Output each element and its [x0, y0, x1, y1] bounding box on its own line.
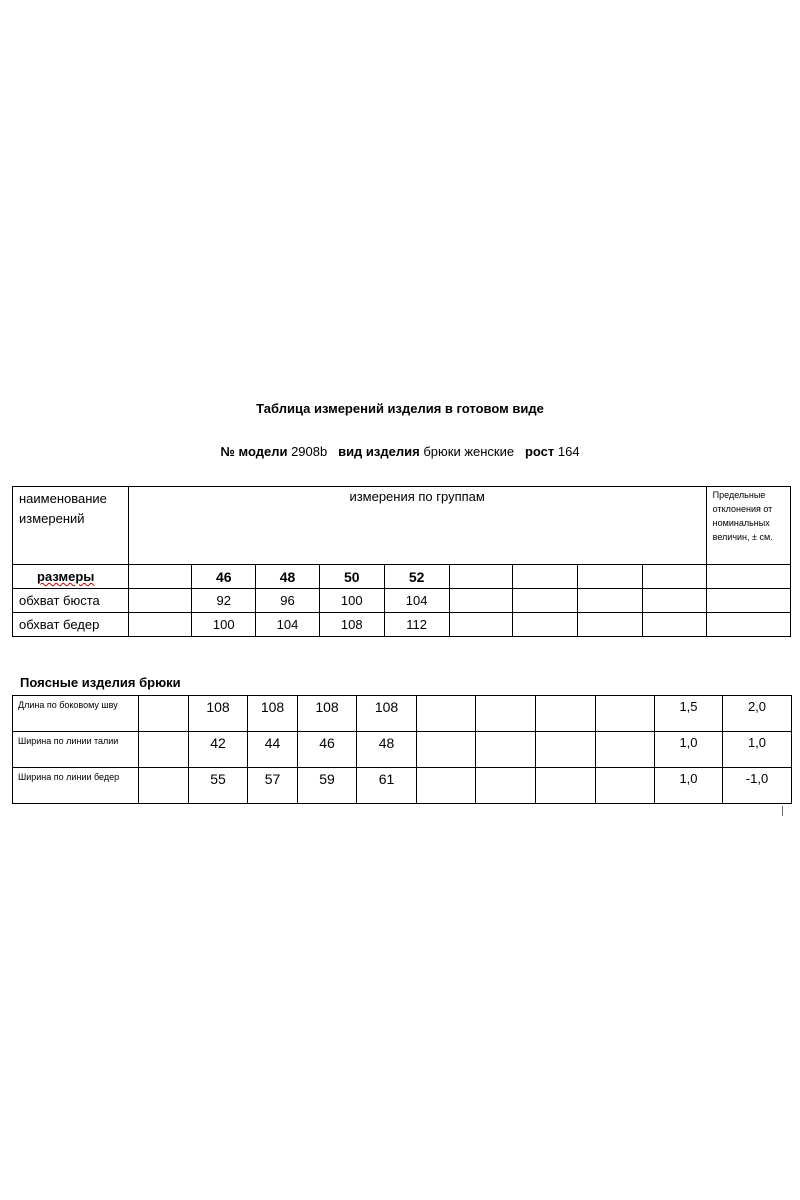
deviation-cell: 1,0 [655, 732, 723, 768]
table-cell [128, 565, 192, 589]
model-value: 2908b [291, 444, 328, 459]
table-cell [128, 613, 192, 637]
table-cell [449, 589, 513, 613]
value-cell: 108 [298, 696, 357, 732]
table-cell [596, 696, 655, 732]
table-cell [139, 768, 189, 804]
deviation-cell: -1,0 [723, 768, 792, 804]
column-header-name: наименование измерений [13, 487, 129, 565]
document-title: Таблица измерений изделия в готовом виде [256, 401, 544, 416]
value-cell: 100 [319, 589, 384, 613]
value-cell: 96 [256, 589, 320, 613]
value-cell: 108 [189, 696, 248, 732]
value-cell: 108 [319, 613, 384, 637]
waist-products-table [12, 695, 792, 804]
table-row-sizes [13, 565, 791, 589]
table-cell [139, 732, 189, 768]
table-cell [578, 589, 643, 613]
table-cell [578, 613, 643, 637]
size-cell: 50 [319, 565, 384, 589]
value-cell: 108 [248, 696, 298, 732]
size-cell: 48 [256, 565, 320, 589]
value-cell: 46 [298, 732, 357, 768]
value-cell: 44 [248, 732, 298, 768]
section-title: Поясные изделия брюки [20, 675, 181, 690]
table-cell [596, 768, 655, 804]
table-cell [449, 565, 513, 589]
table-cell [128, 589, 192, 613]
height-value: 164 [557, 444, 580, 459]
value-cell: 55 [189, 768, 248, 804]
table-cell [642, 565, 706, 589]
table-cell [706, 589, 790, 613]
table-cell [536, 768, 596, 804]
value-cell: 42 [189, 732, 248, 768]
value-cell: 112 [384, 613, 449, 637]
table-row [13, 732, 792, 768]
table-cell [449, 613, 513, 637]
deviation-cell: 2,0 [723, 696, 792, 732]
value-cell: 104 [256, 613, 320, 637]
table-cell [642, 613, 706, 637]
value-cell: 57 [248, 768, 298, 804]
size-cell: 52 [384, 565, 449, 589]
value-cell: 108 [357, 696, 417, 732]
value-cell: 92 [192, 589, 256, 613]
table-cell [513, 613, 578, 637]
table-cell [476, 768, 536, 804]
table-cell [578, 565, 643, 589]
table-cell [706, 613, 790, 637]
column-header-deviation: Предельные отклонения от номинальных величин, ± см. [706, 487, 790, 565]
table-row [13, 613, 791, 637]
type-label: вид изделия [338, 444, 420, 459]
table-cell [417, 732, 476, 768]
table-row [13, 589, 791, 613]
value-cell: 48 [357, 732, 417, 768]
table-header-row [13, 487, 791, 565]
text-cursor-mark [782, 806, 783, 816]
deviation-cell: 1,0 [723, 732, 792, 768]
table-cell [417, 768, 476, 804]
deviation-cell: 1,5 [655, 696, 723, 732]
table-cell [513, 565, 578, 589]
size-cell: 46 [192, 565, 256, 589]
table-cell [476, 696, 536, 732]
row-label: Длина по боковому шву [13, 696, 139, 732]
model-info-line [0, 444, 800, 459]
row-label: обхват бюста [13, 589, 129, 613]
value-cell: 59 [298, 768, 357, 804]
table-cell [417, 696, 476, 732]
table-cell [476, 732, 536, 768]
table-row [13, 768, 792, 804]
model-label: № модели [220, 444, 288, 459]
table-cell [642, 589, 706, 613]
deviation-cell: 1,0 [655, 768, 723, 804]
table-cell [536, 696, 596, 732]
value-cell: 61 [357, 768, 417, 804]
row-label: Ширина по линии бедер [13, 768, 139, 804]
table-cell [513, 589, 578, 613]
table-cell [139, 696, 189, 732]
table-row [13, 696, 792, 732]
row-label: Ширина по линии талии [13, 732, 139, 768]
measurements-table [12, 486, 791, 637]
value-cell: 104 [384, 589, 449, 613]
row-label: обхват бедер [13, 613, 129, 637]
table-cell [596, 732, 655, 768]
column-header-groups: измерения по группам [128, 487, 706, 565]
table-cell [706, 565, 790, 589]
value-cell: 100 [192, 613, 256, 637]
sizes-label: размеры [13, 565, 129, 589]
height-label: рост [524, 444, 555, 459]
table-cell [536, 732, 596, 768]
type-value: брюки женские [423, 444, 515, 459]
